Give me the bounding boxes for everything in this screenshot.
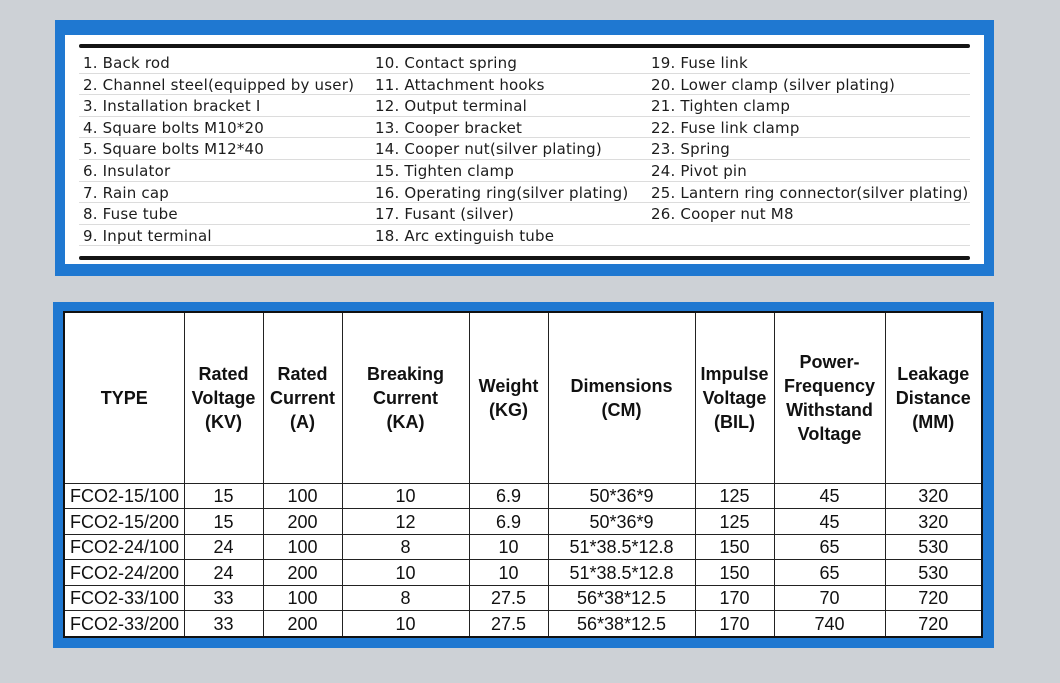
header-row (64, 312, 982, 484)
value-cell: 8 (342, 534, 469, 559)
value-cell: 200 (263, 611, 342, 637)
header-line: TYPE (100, 388, 148, 408)
part-item: 22. Fuse link clamp (647, 117, 970, 139)
part-item: 3. Installation bracket I (79, 95, 371, 117)
part-item: 24. Pivot pin (647, 160, 970, 182)
value-cell: 70 (774, 585, 885, 610)
part-item: 15. Tighten clamp (371, 160, 647, 182)
part-item: 11. Attachment hooks (371, 74, 647, 96)
header-line: Power- (799, 352, 860, 372)
value-cell: 15 (184, 509, 263, 534)
header-line: Voltage (702, 388, 767, 408)
value-cell: 27.5 (469, 585, 548, 610)
table-row (64, 585, 982, 610)
header-line: (KA) (386, 412, 425, 432)
part-item: 26. Cooper nut M8 (647, 203, 970, 225)
value-cell: 45 (774, 509, 885, 534)
column-header (263, 312, 342, 484)
value-cell: 10 (342, 560, 469, 585)
header-line: Weight (478, 376, 539, 396)
part-item: 5. Square bolts M12*40 (79, 138, 371, 160)
value-cell: 320 (885, 484, 982, 509)
header-line: (KG) (489, 400, 528, 420)
spec-table-panel (53, 302, 994, 648)
column-header (695, 312, 774, 484)
value-cell: 56*38*12.5 (548, 611, 695, 637)
part-item (647, 225, 970, 247)
value-cell: 24 (184, 534, 263, 559)
table-row (64, 560, 982, 585)
part-item: 6. Insulator (79, 160, 371, 182)
header-line: (MM) (912, 412, 955, 432)
header-line: Current (372, 388, 438, 408)
value-cell: 56*38*12.5 (548, 585, 695, 610)
value-cell: 12 (342, 509, 469, 534)
header-line: Leakage (897, 364, 970, 384)
value-cell: 10 (469, 560, 548, 585)
column-header (64, 312, 184, 484)
parts-column-3 (647, 52, 970, 246)
part-item: 13. Cooper bracket (371, 117, 647, 139)
top-rule (79, 44, 970, 48)
header-line: Voltage (797, 424, 862, 444)
value-cell: 320 (885, 509, 982, 534)
value-cell: 150 (695, 560, 774, 585)
value-cell: 33 (184, 611, 263, 637)
value-cell: 200 (263, 509, 342, 534)
spec-table (63, 311, 983, 638)
header-line: Rated (198, 364, 249, 384)
value-cell: 720 (885, 585, 982, 610)
header-line: Withstand (786, 400, 873, 420)
type-cell: FCO2-24/100 (64, 534, 184, 559)
value-cell: 10 (469, 534, 548, 559)
value-cell: 720 (885, 611, 982, 637)
header-line: (CM) (601, 400, 642, 420)
column-header (548, 312, 695, 484)
value-cell: 100 (263, 484, 342, 509)
header-line: Current (269, 388, 335, 408)
value-cell: 50*36*9 (548, 509, 695, 534)
type-cell: FCO2-15/100 (64, 484, 184, 509)
part-item: 9. Input terminal (79, 225, 371, 247)
column-header (184, 312, 263, 484)
type-cell: FCO2-33/200 (64, 611, 184, 637)
value-cell: 27.5 (469, 611, 548, 637)
part-item: 23. Spring (647, 138, 970, 160)
value-cell: 125 (695, 509, 774, 534)
part-item: 25. Lantern ring connector(silver plating) (647, 182, 970, 204)
value-cell: 10 (342, 484, 469, 509)
header-line: Frequency (783, 376, 876, 396)
value-cell: 6.9 (469, 509, 548, 534)
value-cell: 200 (263, 560, 342, 585)
value-cell: 45 (774, 484, 885, 509)
value-cell: 33 (184, 585, 263, 610)
header-line: (KV) (205, 412, 242, 432)
value-cell: 100 (263, 585, 342, 610)
value-cell: 6.9 (469, 484, 548, 509)
value-cell: 24 (184, 560, 263, 585)
header-line: Voltage (191, 388, 256, 408)
value-cell: 530 (885, 560, 982, 585)
value-cell: 51*38.5*12.8 (548, 560, 695, 585)
part-item: 8. Fuse tube (79, 203, 371, 225)
parts-list-grid (79, 52, 970, 246)
value-cell: 170 (695, 611, 774, 637)
spec-table-card (63, 311, 983, 638)
value-cell: 51*38.5*12.8 (548, 534, 695, 559)
value-cell: 170 (695, 585, 774, 610)
table-row (64, 484, 982, 509)
part-item: 10. Contact spring (371, 52, 647, 74)
header-line: Rated (277, 364, 328, 384)
part-item: 7. Rain cap (79, 182, 371, 204)
part-item: 16. Operating ring(silver plating) (371, 182, 647, 204)
part-item: 4. Square bolts M10*20 (79, 117, 371, 139)
value-cell: 65 (774, 560, 885, 585)
part-item: 12. Output terminal (371, 95, 647, 117)
part-item: 17. Fusant (silver) (371, 203, 647, 225)
bottom-rule (79, 256, 970, 260)
header-line: Breaking (366, 364, 445, 384)
part-item: 19. Fuse link (647, 52, 970, 74)
value-cell: 740 (774, 611, 885, 637)
type-cell: FCO2-15/200 (64, 509, 184, 534)
value-cell: 8 (342, 585, 469, 610)
parts-list-panel (55, 20, 994, 276)
parts-column-1 (79, 52, 371, 246)
part-item: 14. Cooper nut(silver plating) (371, 138, 647, 160)
type-cell: FCO2-24/200 (64, 560, 184, 585)
table-body (64, 484, 982, 638)
table-row (64, 534, 982, 559)
header-line: Impulse (700, 364, 769, 384)
table-row (64, 509, 982, 534)
header-line: Distance (895, 388, 971, 408)
value-cell: 100 (263, 534, 342, 559)
table-row (64, 611, 982, 637)
value-cell: 530 (885, 534, 982, 559)
parts-column-2 (371, 52, 647, 246)
column-header (774, 312, 885, 484)
part-item: 1. Back rod (79, 52, 371, 74)
value-cell: 125 (695, 484, 774, 509)
header-line: (A) (290, 412, 315, 432)
column-header (342, 312, 469, 484)
header-line: Dimensions (570, 376, 673, 396)
value-cell: 150 (695, 534, 774, 559)
part-item: 21. Tighten clamp (647, 95, 970, 117)
parts-list-card (65, 35, 984, 264)
value-cell: 15 (184, 484, 263, 509)
part-item: 20. Lower clamp (silver plating) (647, 74, 970, 96)
part-item: 18. Arc extinguish tube (371, 225, 647, 247)
part-item: 2. Channel steel(equipped by user) (79, 74, 371, 96)
column-header (885, 312, 982, 484)
value-cell: 50*36*9 (548, 484, 695, 509)
header-line: (BIL) (714, 412, 755, 432)
column-header (469, 312, 548, 484)
type-cell: FCO2-33/100 (64, 585, 184, 610)
value-cell: 10 (342, 611, 469, 637)
value-cell: 65 (774, 534, 885, 559)
